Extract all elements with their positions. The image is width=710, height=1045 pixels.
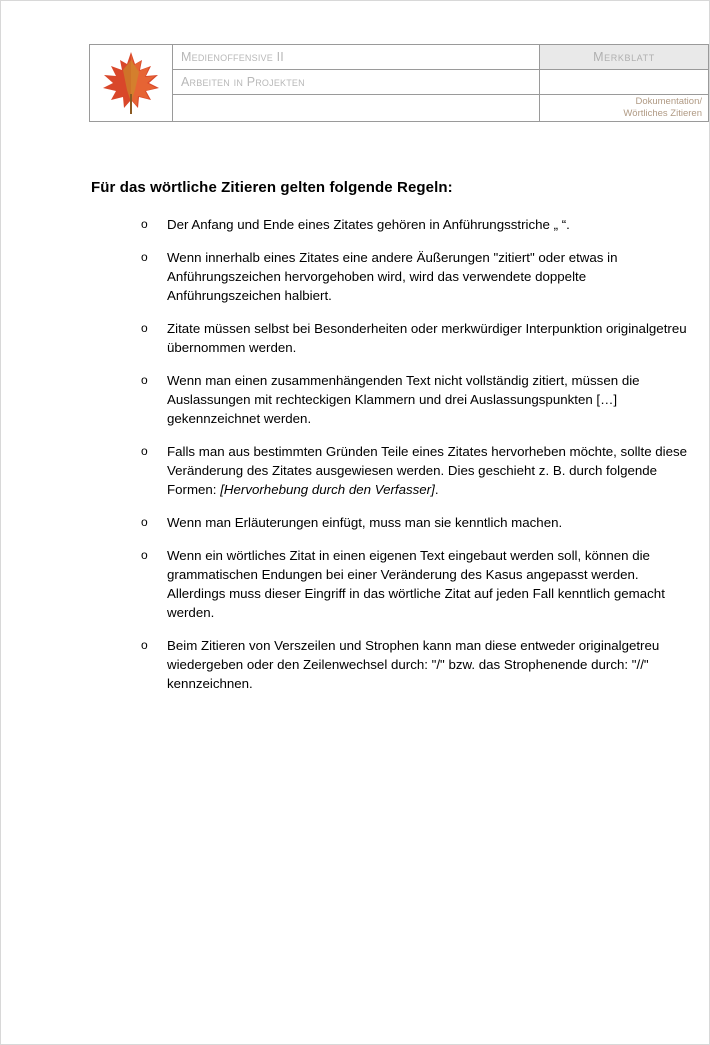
rule-text: Wenn man Erläuterungen einfügt, muss man sie kenntlich machen.	[167, 515, 563, 530]
bullet-marker: o	[141, 515, 148, 529]
list-item	[91, 546, 699, 622]
header-blank-cell-2	[173, 95, 540, 122]
rule-text: Zitate müssen selbst bei Besonderheiten oder merkwürdiger Interpunktion originalgetreu übernommen werden.	[167, 321, 687, 355]
bullet-marker: o	[141, 321, 148, 335]
list-item	[91, 319, 699, 357]
rule-text: Wenn innerhalb eines Zitates eine andere Äußerungen "zitiert" oder etwas in Anführungszeichen hervorgehoben wird, wird das verwendete doppelte Anführungszeichen halbiert.	[167, 250, 618, 303]
rule-text: Falls man aus bestimmten Gründen Teile eines Zitates hervorheben möchte, sollte diese Veränderung des Zitates ausgewiesen werden. Dies geschieht z. B. durch folgende Formen: [Hervorhebung durch den Verfasser].	[167, 444, 688, 497]
header-row-doc	[90, 95, 709, 122]
header-title-line2: Arbeiten in Projekten	[181, 75, 305, 89]
list-item	[91, 442, 699, 499]
header-subtitle-cell	[173, 70, 540, 95]
header-row-title	[90, 45, 709, 70]
rule-text: Beim Zitieren von Verszeilen und Strophen kann man diese entweder originalgetreu wiedergeben oder den Zeilenwechsel durch: "/" bzw. das Strophenende durch: "//" kennzeichnen.	[167, 638, 660, 691]
bullet-marker: o	[141, 250, 148, 264]
header-doc-cell	[540, 95, 709, 122]
rule-text: Wenn man einen zusammenhängenden Text nicht vollständig zitiert, müssen die Auslassungen mit rechteckigen Klammern und drei Auslassungspunkten […] gekennzeichnet werden.	[167, 373, 640, 426]
header-row-subtitle	[90, 70, 709, 95]
logo-cell	[90, 45, 173, 122]
bullet-marker: o	[141, 638, 148, 652]
header-title-line1: Medienoffensive II	[181, 50, 284, 64]
bullet-marker: o	[141, 217, 148, 231]
doc-label-line2: Wörtliches Zitieren	[623, 108, 702, 119]
merkblatt-badge: Merkblatt	[593, 50, 655, 64]
header-badge-cell	[540, 45, 709, 70]
bullet-marker: o	[141, 548, 148, 562]
doc-label-line1: Dokumentation/	[635, 96, 702, 107]
document-header-table	[89, 44, 709, 122]
header-blank-cell	[540, 70, 709, 95]
list-item	[91, 513, 699, 532]
rule-text: Wenn ein wörtliches Zitat in einen eigenen Text eingebaut werden soll, können die grammatischen Endungen bei einer Veränderung des Kasus angepasst werden. Allerdings muss dieser Eingriff in das wörtliche Zitat auf jeden Fall kenntlich gemacht werden.	[167, 548, 665, 620]
maple-leaf-icon	[90, 46, 172, 120]
bullet-marker: o	[141, 373, 148, 387]
page-title: Für das wörtliche Zitieren gelten folgende Regeln:	[91, 179, 453, 196]
rules-list	[91, 215, 699, 707]
list-item	[91, 248, 699, 305]
list-item	[91, 215, 699, 234]
rule-text: Der Anfang und Ende eines Zitates gehören in Anführungsstriche „ “.	[167, 217, 570, 232]
list-item	[91, 636, 699, 693]
header-title-cell	[173, 45, 540, 70]
bullet-marker: o	[141, 444, 148, 458]
list-item	[91, 371, 699, 428]
